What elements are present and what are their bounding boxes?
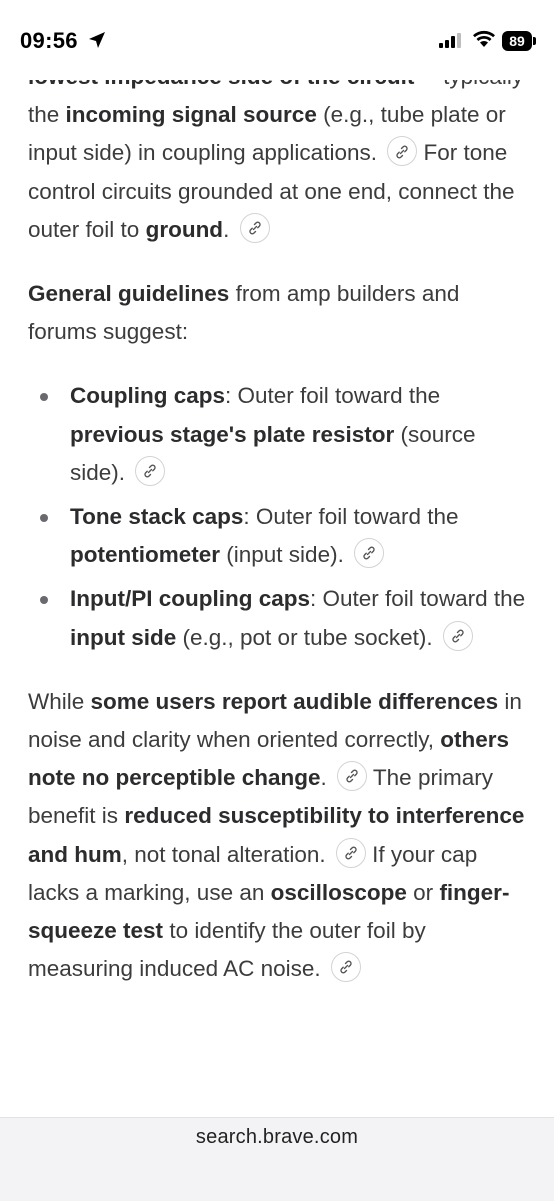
citation-link-icon[interactable] — [240, 213, 270, 243]
battery-cap — [533, 37, 536, 45]
bold-text: oscilloscope — [270, 879, 407, 905]
citation-link-icon[interactable] — [135, 456, 165, 486]
citation-link-icon[interactable] — [337, 761, 367, 791]
paragraph-1 — [28, 58, 533, 249]
text: . — [320, 765, 327, 791]
wifi-icon — [472, 30, 496, 48]
text: to identify the outer foil by measuring induced AC noise. — [28, 918, 426, 982]
url-text[interactable]: search.brave.com — [195, 1126, 359, 1148]
bold-text: potentiometer — [70, 542, 221, 568]
citation-link-icon[interactable] — [336, 838, 366, 868]
bold-text: input side — [70, 624, 177, 650]
bullet-dot — [40, 393, 48, 401]
bold-text: reduced susceptibility to interference and hum — [28, 803, 525, 867]
list-item — [28, 580, 533, 656]
text: (input side). — [220, 542, 344, 568]
citation-link-icon[interactable] — [387, 136, 417, 166]
citation-link-icon[interactable] — [443, 621, 473, 651]
bold-text: some users report audible differences — [90, 688, 499, 714]
bold-text: incoming signal source — [65, 102, 317, 128]
text: (e.g., pot or tube socket). — [176, 624, 433, 650]
bold-text: previous stage's plate resistor — [70, 421, 395, 447]
text: The primary benefit is — [28, 765, 493, 829]
bold-text: Input/PI coupling caps — [70, 586, 311, 612]
battery-level: 89 — [502, 31, 532, 51]
citation-link-icon[interactable] — [331, 952, 361, 982]
bold-text: finger-squeeze test — [28, 879, 510, 944]
paragraph-2 — [28, 275, 533, 351]
bold-text: Coupling caps — [70, 383, 226, 409]
citation-link-icon[interactable] — [354, 538, 384, 568]
text: : Outer foil toward the — [243, 504, 459, 530]
bold-text: Tone stack caps — [70, 504, 244, 530]
text: (source side). — [70, 421, 476, 485]
bullet-dot — [40, 596, 48, 604]
bold-text: General guidelines — [28, 281, 230, 307]
text: For tone control circuits grounded at one end, connect the outer foil to — [28, 140, 515, 242]
guideline-list — [28, 377, 533, 656]
paragraph-3 — [28, 683, 533, 989]
bullet-dot — [40, 514, 48, 522]
text: (e.g., tube plate or input side) in coupling applications. — [28, 102, 506, 166]
list-item — [28, 498, 533, 574]
status-time: 09:56 — [20, 28, 78, 53]
text: , not tonal alteration. — [121, 841, 326, 867]
bold-text: others note no perceptible change — [28, 727, 510, 791]
bold-text: ground — [145, 216, 224, 242]
text: If your cap lacks a marking, use an — [28, 841, 478, 905]
text: in noise and clarity when oriented correctly, — [28, 688, 522, 753]
status-bar — [0, 0, 554, 80]
text: : Outer foil toward the — [225, 383, 441, 409]
text: . — [223, 216, 230, 242]
browser-address-bar[interactable] — [0, 1117, 554, 1201]
cellular-signal-icon — [439, 33, 463, 48]
text: While — [28, 688, 91, 714]
text: : Outer foil toward the — [310, 586, 526, 612]
location-arrow-icon — [88, 31, 106, 49]
text: from amp builders and forums suggest: — [28, 281, 460, 345]
list-item — [28, 377, 533, 492]
article-content — [28, 58, 533, 988]
text: or — [406, 879, 440, 905]
text: the — [28, 102, 60, 128]
